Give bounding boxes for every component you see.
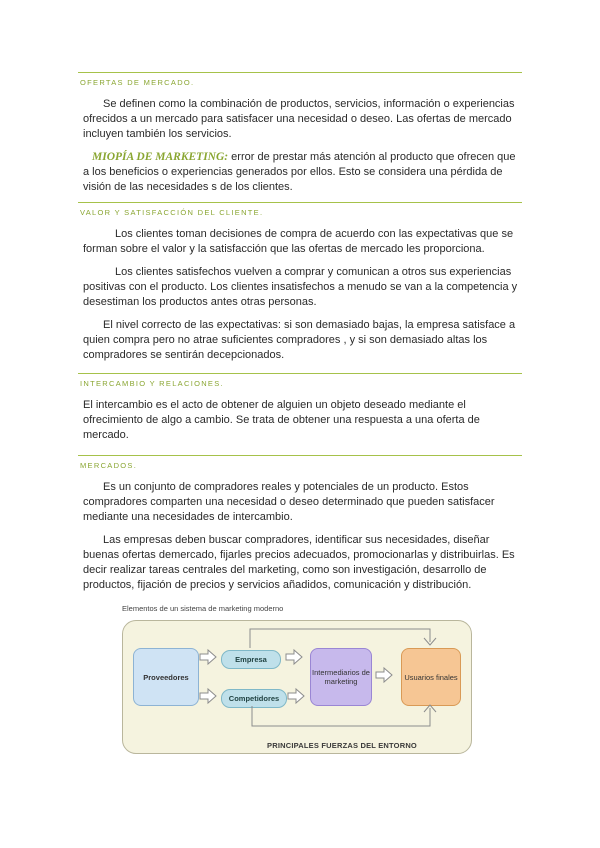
section-divider bbox=[78, 455, 522, 456]
section-body-intercambio bbox=[83, 398, 519, 443]
proveedores-box: Proveedores bbox=[133, 648, 199, 706]
environment-label: PRINCIPALES FUERZAS DEL ENTORNO bbox=[267, 741, 417, 750]
arrow-group bbox=[250, 629, 436, 726]
arrow-intermediarios-usuarios bbox=[376, 668, 392, 682]
miopia-definition: error de prestar más atención al producto que ofrecen que a los beneficios o experiencias generados por ellos. Esto se considera una pérdida de visión de las necesidades s de los clientes. bbox=[83, 151, 516, 193]
usuarios-box: Usuarios finales bbox=[401, 648, 461, 706]
empresa-box: Empresa bbox=[221, 650, 281, 669]
miopia-term: MIOPÍA DE MARKETING: bbox=[92, 151, 229, 163]
paragraph-miopia bbox=[83, 150, 519, 195]
arrow-competidores-intermediarios bbox=[288, 689, 304, 703]
paragraph: El nivel correcto de las expectativas: si son demasiado bajas, la empresa satisface a quien compra pero no atrae suficientes compradores , y si son demasiado altas los compradores se sentirán decepcionados. bbox=[83, 319, 516, 361]
marketing-system-diagram bbox=[122, 604, 474, 754]
top-feedback-arrow bbox=[250, 629, 430, 648]
section-heading-intercambio: INTERCAMBIO Y RELACIONES. bbox=[80, 379, 224, 388]
arrow-prov-empresa bbox=[200, 650, 216, 664]
paragraph: El intercambio es el acto de obtener de alguien un objeto deseado mediante el ofrecimiento de algo a cambio. Se trata de obtener una respuesta a una oferta de mercado. bbox=[83, 399, 480, 441]
intermediarios-box: Intermediarios de marketing bbox=[310, 648, 372, 706]
arrow-prov-competidores bbox=[200, 689, 216, 703]
section-heading-ofertas: OFERTAS DE MERCADO. bbox=[80, 78, 195, 87]
diagram-arrows bbox=[122, 620, 470, 752]
paragraph: Los clientes satisfechos vuelven a comprar y comunican a otros sus experiencias positivas con el producto. Los clientes insatisfechos a menudo se van a la competencia y desestiman los productos antes otras personas. bbox=[83, 266, 518, 308]
paragraph: Se definen como la combinación de productos, servicios, información o experiencias ofrecidos a un mercado para satisfacer una necesidad o deseo. Las ofertas de mercado incluyen también los servicios. bbox=[83, 98, 515, 140]
section-body-valor bbox=[83, 227, 519, 363]
section-heading-mercados: MERCADOS. bbox=[80, 461, 138, 470]
competidores-box: Competidores bbox=[221, 689, 287, 708]
section-body-ofertas bbox=[83, 97, 519, 195]
section-divider bbox=[78, 202, 522, 203]
paragraph: Las empresas deben buscar compradores, identificar sus necesidades, diseñar buenas ofertas demercado, fijarles precios adecuados, promocionarlas y distribuirlas. Es decir realizar tareas centrales del marketing, como son investigación, desarrollo de productos, fijación de precios y servicios añadidos, comunicación y distribución. bbox=[83, 534, 515, 591]
section-divider bbox=[78, 72, 522, 73]
bottom-feedback-arrow bbox=[252, 706, 430, 726]
section-heading-valor: VALOR Y SATISFACCIÓN DEL CLIENTE. bbox=[80, 208, 264, 217]
section-divider bbox=[78, 373, 522, 374]
paragraph: Es un conjunto de compradores reales y potenciales de un producto. Estos compradores comparten una necesidad o deseo determinado que pueden satisfacer mediante una necesidades de intercambio. bbox=[83, 481, 495, 523]
arrow-empresa-intermediarios bbox=[286, 650, 302, 664]
block-arrows bbox=[200, 650, 392, 703]
paragraph: Los clientes toman decisiones de compra de acuerdo con las expectativas que se forman sobre el valor y la satisfacción que las ofertas de mercado les proporciona. bbox=[83, 228, 514, 255]
section-body-mercados bbox=[83, 480, 519, 593]
diagram-title: Elementos de un sistema de marketing moderno bbox=[122, 604, 284, 613]
